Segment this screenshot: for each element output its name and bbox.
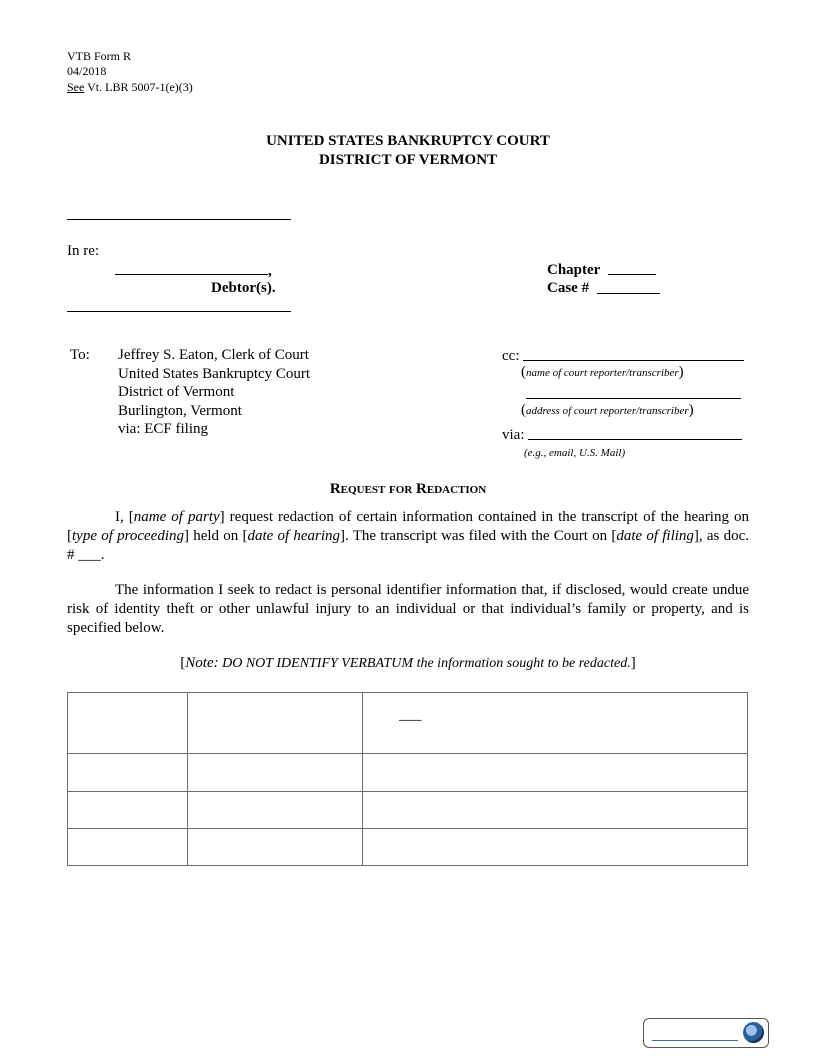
debtor-label: Debtor(s). — [211, 280, 276, 296]
table-cell[interactable] — [363, 754, 748, 792]
redaction-table — [67, 692, 748, 866]
caption-comma: , — [268, 263, 272, 279]
rule-reference — [67, 80, 193, 95]
table-cell[interactable] — [363, 829, 748, 866]
table-row — [68, 829, 748, 866]
table-header-row — [68, 693, 748, 754]
cc-name-hint-text: name of court reporter/transcriber — [526, 367, 679, 379]
note-open: [ — [180, 655, 186, 671]
cc-address-hint-text: address of court reporter/transcriber — [526, 405, 689, 417]
table-cell[interactable] — [68, 693, 188, 754]
note-label: Note: — [185, 655, 219, 671]
in-re-label: In re: — [67, 243, 100, 259]
via-hint: (e.g., email, U.S. Mail) — [524, 447, 626, 459]
recipient-line-4: Burlington, Vermont — [118, 403, 242, 419]
header-mark: ___ — [399, 707, 422, 723]
chapter-label: Chapter — [547, 262, 601, 278]
date-of-filing-field[interactable]: date of filing — [616, 528, 694, 544]
table-cell[interactable] — [363, 792, 748, 829]
rule-text: Vt. LBR 5007-1(e)(3) — [84, 80, 193, 94]
type-of-proceeding-field[interactable]: type of proceeding — [72, 528, 184, 544]
case-number-field[interactable] — [597, 293, 660, 294]
note-text: DO NOT IDENTIFY VERBATUM the information sought to be redacted. — [218, 656, 631, 671]
name-of-party-field[interactable]: name of party — [133, 509, 220, 525]
caption-bottom-rule — [67, 311, 291, 312]
note-line — [0, 654, 816, 673]
cc-name-hint: (name of court reporter/transcriber) — [521, 364, 684, 380]
request-paragraph-2: The information I seek to redact is personal identifier information that, if disclosed, would create undue risk of identity theft or other unlawful injury to an individual or that individual’s family or property, and is specified below. — [67, 582, 749, 636]
recipient-line-1: Jeffrey S. Eaton, Clerk of Court — [118, 347, 309, 363]
table-cell[interactable] — [188, 829, 363, 866]
via-label: via: — [502, 427, 525, 443]
p1-e: ], as doc. # ___. — [67, 528, 749, 563]
via-field[interactable] — [528, 439, 742, 440]
cc-address-field[interactable] — [526, 398, 741, 399]
caption-top-rule — [67, 219, 291, 220]
debtor-name-field[interactable] — [115, 274, 268, 275]
recipient-line-2: United States Bankruptcy Court — [118, 366, 311, 382]
table-cell[interactable] — [188, 693, 363, 754]
form-id: VTB Form R — [67, 49, 132, 63]
cc-address-hint: (address of court reporter/transcriber) — [521, 402, 694, 418]
form-date: 04/2018 — [67, 64, 107, 78]
p1-a: I, [ — [115, 509, 134, 525]
table-row — [68, 754, 748, 792]
date-of-hearing-field[interactable]: date of hearing — [247, 528, 341, 544]
table-cell[interactable] — [68, 829, 188, 866]
see-word: See — [67, 80, 85, 94]
footer-link-underline — [652, 1040, 738, 1041]
recipient-line-5: via: ECF filing — [118, 421, 208, 437]
table-cell[interactable] — [68, 754, 188, 792]
footer-link-button[interactable] — [643, 1018, 769, 1048]
to-label: To: — [70, 347, 90, 363]
table-cell[interactable] — [188, 792, 363, 829]
chapter-field[interactable] — [608, 274, 656, 275]
court-district: DISTRICT OF VERMONT — [318, 152, 498, 168]
recipient-line-3: District of Vermont — [118, 384, 235, 400]
p1-c: ] held on [ — [184, 528, 248, 544]
cc-label: cc: — [502, 348, 520, 364]
table-row — [68, 792, 748, 829]
table-cell[interactable] — [68, 792, 188, 829]
p1-b: ] request redaction of certain information contained in the transcript of the hearing on [ — [67, 509, 749, 544]
cc-name-field[interactable] — [523, 360, 744, 361]
globe-logo-icon — [743, 1022, 764, 1043]
table-cell[interactable] — [363, 693, 748, 754]
request-paragraph-1 — [67, 508, 749, 565]
case-number-label: Case # — [547, 280, 590, 296]
request-title: Request for Redaction — [329, 481, 487, 497]
court-name: UNITED STATES BANKRUPTCY COURT — [266, 133, 550, 149]
note-close: ] — [630, 655, 636, 671]
table-cell[interactable] — [188, 754, 363, 792]
p1-d: ]. The transcript was filed with the Court on [ — [340, 528, 617, 544]
